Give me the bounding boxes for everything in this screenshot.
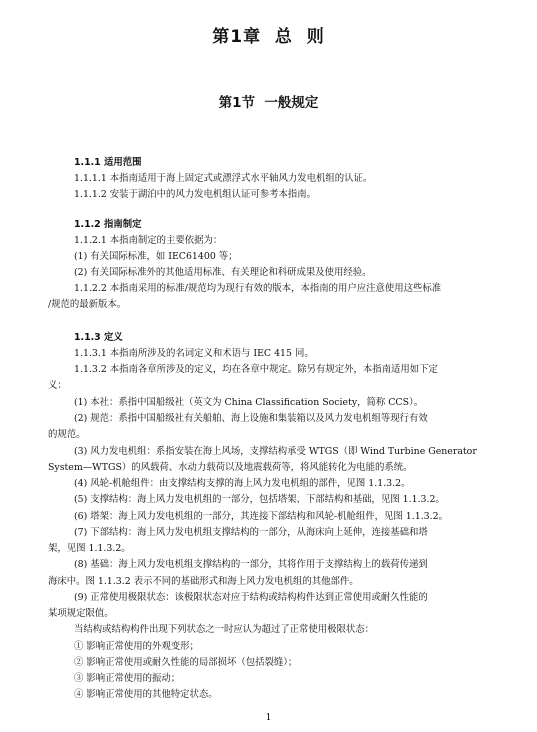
paragraph-line: /规范的最新版本。 [48,299,127,310]
list-item: (1) 有关国际标准，如 IEC61400 等； [74,251,238,262]
list-item: (9) 正常使用极限状态：该极限状态对应于结构或结构构件达到正常使用或耐久性能的 [74,592,428,603]
list-item: (6) 塔架：海上风力发电机组的一部分，其连接下部结构和风轮-机舱组件，见图 1.1.3.2。 [74,511,448,522]
paragraph-line: 架，见图 1.1.3.2。 [48,543,131,554]
list-item: (8) 基础：海上风力发电机组支撑结构的一部分，其将作用于支撑结构上的载荷传递到 [74,559,428,570]
list-item: ② 影响正常使用或耐久性能的局部损坏（包括裂缝）； [74,657,298,668]
list-item: (2) 有关国际标准外的其他适用标准、有关理论和科研成果及使用经验。 [74,267,372,278]
list-item: (2) 规范：系指中国船级社有关船舶、海上设施和集装箱以及风力发电机组等现行有效 [74,413,428,424]
paragraph-line: 当结构或结构构件出现下列状态之一时应认为超过了正常使用极限状态： [74,624,375,635]
paragraph-line: 的规范。 [48,429,86,440]
heading-1-1-1: 1.1.1 适用范围 [74,157,142,168]
list-item: (4) 风轮-机舱组件：由支撑结构支撑的海上风力发电机组的部件，见图 1.1.3.2。 [74,478,411,489]
list-item: (1) 本社：系指中国船级社（英文为 China Classification Society，简称 CCS）。 [74,397,424,408]
heading-1-1-3: 1.1.3 定义 [74,332,123,343]
paragraph-line: 1.1.1.2 安装于湖泊中的风力发电机组认证可参考本指南。 [74,189,317,200]
list-item: (7) 下部结构：海上风力发电机组支撑结构的一部分，从海床向上延伸，连接基础和塔 [74,527,428,538]
list-item: ③ 影响正常使用的振动； [74,673,181,684]
paragraph-line: 1.1.2.1 本指南制定的主要依据为： [74,235,223,246]
paragraph-line: 1.1.3.2 本指南各章所涉及的定义，均在各章中规定。除另有规定外，本指南适用如下定 [74,364,438,375]
page-number: 1 [265,712,272,723]
list-item: (5) 支撑结构：海上风力发电机组的一部分，包括塔架、下部结构和基础，见图 1.1.3.2。 [74,494,445,505]
paragraph-line: 1.1.2.2 本指南采用的标准/规范均为现行有效的版本，本指南的用户应注意使用这些标准 [74,283,442,294]
section-title: 第1节 一般规定 [218,95,319,111]
list-item: (3) 风力发电机组：系指安装在海上风场，支撑结构承受 WTGS（即 Wind Turbine Generator [74,446,477,457]
paragraph-line: 1.1.3.1 本指南所涉及的名词定义和术语与 IEC 415 同。 [74,348,314,359]
chapter-title: 第1章 总 则 [212,27,325,47]
paragraph-line: 海床中。图 1.1.3.2 表示不同的基础形式和海上风力发电机组的其他部件。 [48,576,359,587]
list-item: ① 影响正常使用的外观变形； [74,641,199,652]
paragraph-line: 某项规定限值。 [48,608,114,619]
paragraph-line: 1.1.1.1 本指南适用于海上固定式或漂浮式水平轴风力发电机组的认证。 [74,173,373,184]
list-item: ④ 影响正常使用的其他特定状态。 [74,689,218,700]
paragraph-line: System—WTGS）的风载荷、水动力载荷以及地震载荷等，将风能转化为电能的系统。 [48,462,413,473]
paragraph-line: 义： [48,380,67,391]
heading-1-1-2: 1.1.2 指南制定 [74,219,142,230]
